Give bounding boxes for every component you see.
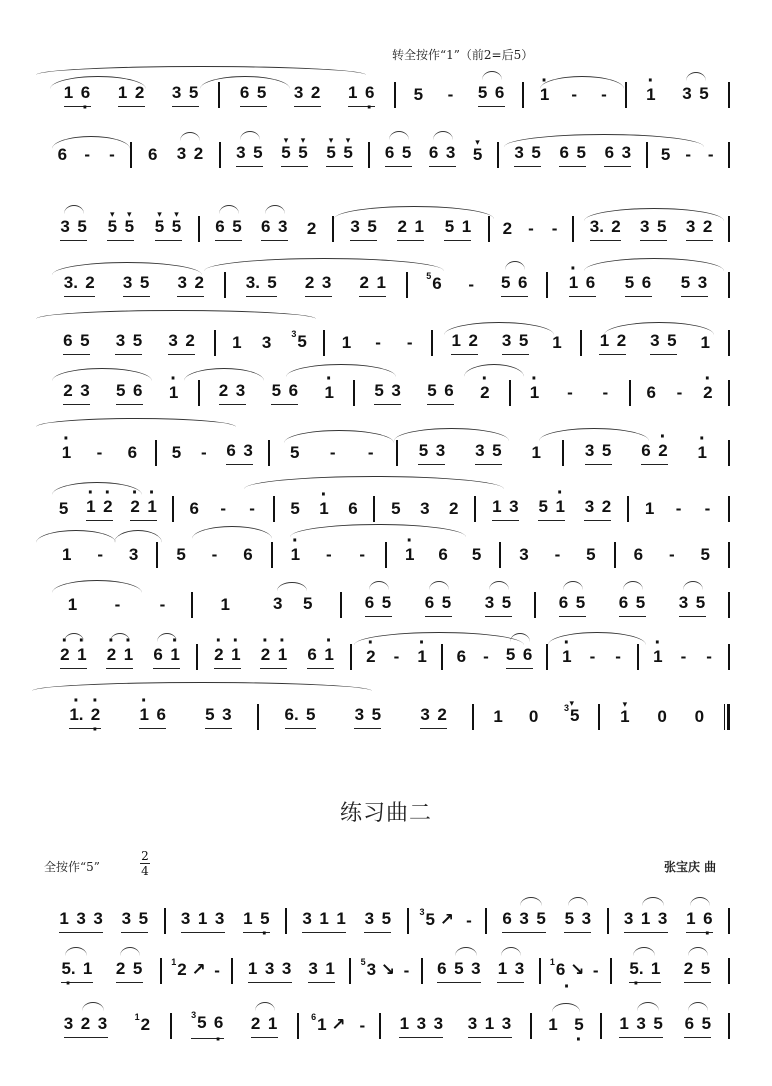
- staff-row-10: 1 - - 1 3 5 6 5 6 5 3 5 6 5 6 5 3 5: [44, 582, 730, 622]
- staff-row-9: 1 - 3 5 - 6 · 1 - - · 1 6 5 3 - 5 6 - 5: [44, 532, 730, 572]
- staff-row-2: 6 - - 6 3 2 3 5 ▾ 5 ▾ 5 ▾ 5 ▾ 5 6 5 6 3 ▾ 5 3 5 6 5 6 3 5 - -: [44, 132, 730, 172]
- staff-row-3: 3 5 ▾ 5 ▾ 5 ▾ 5 ▾ 5 6 5 6 3 2 3 5 2 1 5 1 2 - - 3. 2 3 5 3 2: [44, 206, 730, 246]
- staff-row-12: · 1. · 2 · · 1 6 5 3 6. 5 3 5 3 2 1 0 ▾ $^3$5 ▾ 1 0 0: [44, 694, 730, 734]
- p2-staff-row-1: 1 3 3 3 5 3 1 3 1 5 · 3 1 1 3 5 $^3$5 ↗ - 6 3 5 5 3 3 1 3 1 6 ·: [44, 898, 730, 938]
- phrase-slur: [36, 66, 366, 75]
- staff-row-5: 6 5 3 5 3 2 1 3 $^3$5 1 - - 1 2 3 5 1 1 2 3 5 1: [44, 320, 730, 360]
- piece-title: 练习曲二: [339, 801, 432, 826]
- staff-row-11: · 2 · 1 · 2 · 1 6 · 1 · 2 · 1 · 2 · 1 6 · 1 · 2 - · 1 6 - 5 6 · 1 - - · 1 - -: [44, 634, 730, 674]
- fingering-annotation: 转全按作“1”（前2=后5）: [392, 48, 534, 62]
- composer-credit: 张宝庆 曲: [664, 860, 717, 874]
- measure: 5 - 5 6: [396, 83, 521, 107]
- staff-row-7: · 1 - 6 5 - 6 3 5 - - 5 3 3 5 1 3 5 6 · 2 · 1: [44, 430, 730, 470]
- time-signature: 2 4: [141, 849, 149, 878]
- staff-row-6: 2 3 5 6 · 1 2 3 5 6 · 1 5 3 5 6 · 2 · 1 - - 6 - · 2: [44, 370, 730, 410]
- fingering-annotation-2: 全按作“5”: [44, 860, 100, 874]
- measure: · 1 - -: [524, 85, 625, 105]
- measures: [44, 80, 730, 110]
- p2-staff-row-3: 3 2 3 $^1$2 $^3$5 6 · 2 1 $^6$1 ↗ - 1 3 3 3 1 3 1 5 · 1 3 5 6 5: [44, 1003, 730, 1043]
- measure: 6 5 3 2 1 6 ·: [220, 83, 394, 107]
- measure: · 1 3 5: [627, 84, 728, 107]
- p2-staff-row-2: 5. · 1 2 5 $^1$2 ↗ - 1 3 3 3 1 $^5$3 ↘ - 6 5 3 1 3 $^1$6 ↘ · - 5. · 1 2 5: [44, 948, 730, 988]
- measure: 1 6 · 1 2 3 5: [44, 83, 218, 107]
- staff-row-4: 3. 2 3 5 3 2 3. 5 2 3 2 1 $^5$6 - 5 6 · 1 6 5 6 5 3: [44, 262, 730, 302]
- staff-row-1: [44, 72, 730, 112]
- staff-row-8: 5 · 1 · 2 · 2 · 1 6 - - 5 · 1 6 5 3 2 1 3 5 · 1 3 2 1 - -: [44, 486, 730, 526]
- final-barline: [724, 704, 730, 730]
